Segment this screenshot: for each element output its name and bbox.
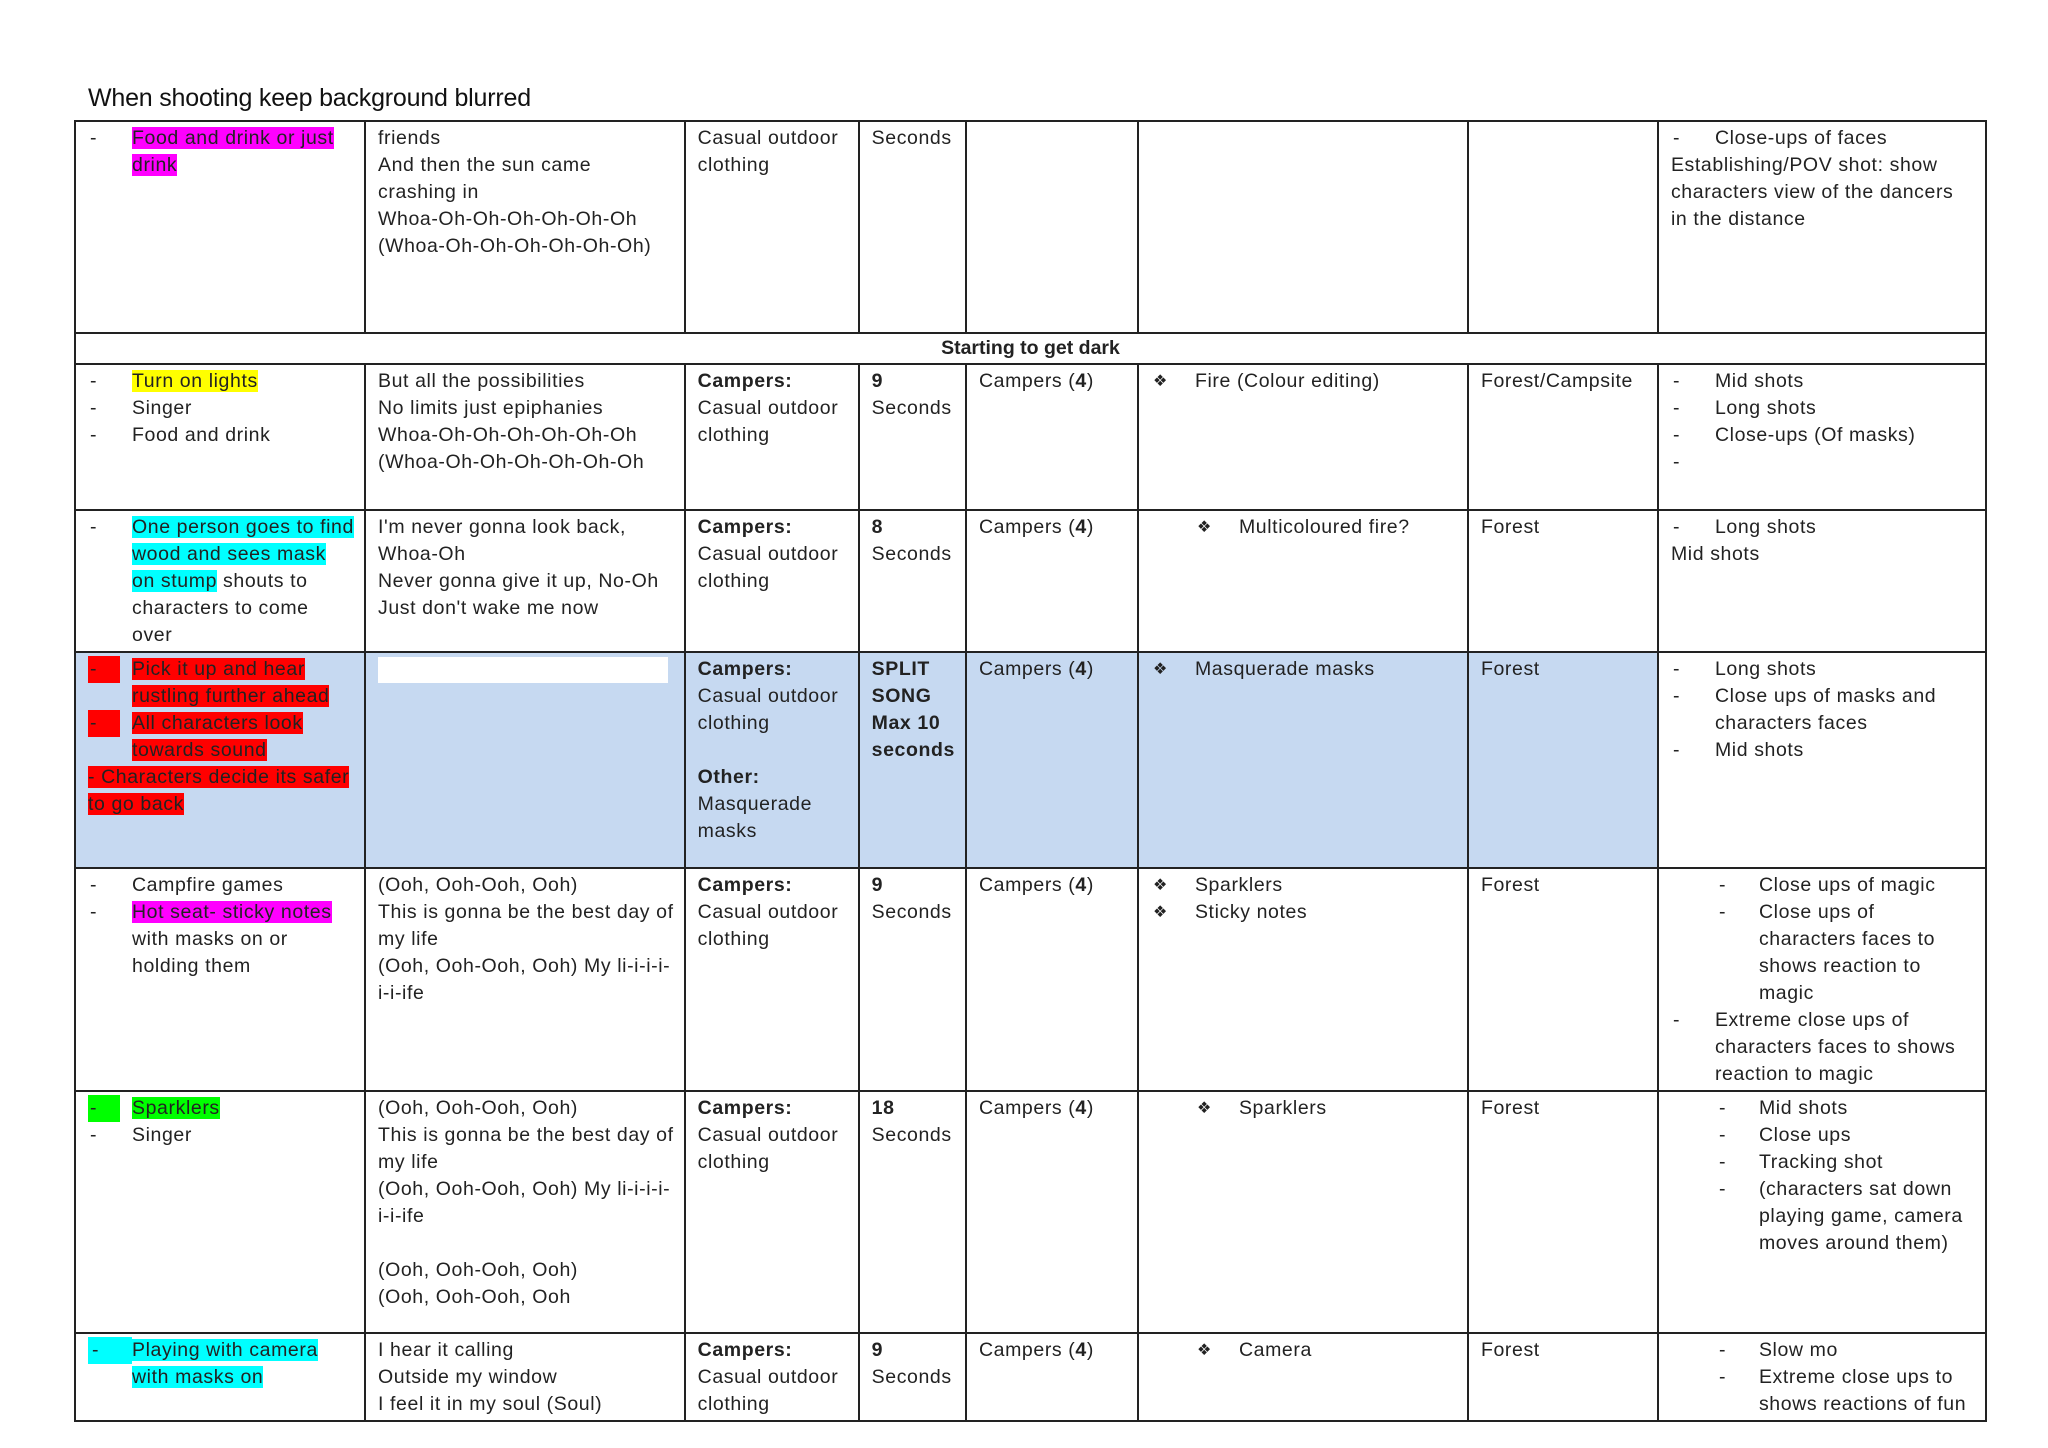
action-cell [75,868,365,1091]
list-item: - Close ups [1671,1122,1975,1149]
shots-cell [1658,1333,1986,1421]
props-cell [1138,364,1468,510]
list-item: - (characters sat down playing game, camera moves around them) [1671,1176,1975,1257]
lyrics-cell: But all the possibilities No limits just epiphanies Whoa-Oh-Oh-Oh-Oh-Oh-Oh (Whoa-Oh-Oh-Oh-Oh-Oh-Oh [365,364,685,510]
list-item: with masks on or holding them [132,928,288,977]
list-item: - Close ups of characters faces to shows reaction to magic [1671,899,1975,1007]
storyboard-table [74,120,1987,1422]
list-item: - Close ups of masks and characters faces [1671,683,1975,737]
cast-cell: Campers (4) [966,510,1138,652]
list-item: ❖ Sparklers [1151,1095,1457,1122]
list-item: - Extreme close ups of characters faces to shows reaction to magic [1671,1007,1975,1088]
shots-cell [1658,121,1986,333]
duration-cell: Seconds [859,121,966,333]
shots-cell [1658,868,1986,1091]
location-cell: Forest [1468,1333,1658,1421]
lyrics-cell: (Ooh, Ooh-Ooh, Ooh) This is gonna be the best day of my life (Ooh, Ooh-Ooh, Ooh) My li-i-i-i- i-i-ife (Ooh, Ooh-Ooh, Ooh) (Ooh, Ooh-Ooh, Ooh [365,1091,685,1333]
section-banner-row [75,333,1986,364]
list-item: Mid shots [1670,543,1760,565]
table-row [75,868,1986,1091]
costume-cell: Campers: Casual outdoor clothing [685,510,859,652]
table-row [75,121,1986,333]
list-item: - Close-ups (Of masks) [1671,422,1975,449]
duration-cell: 9 Seconds [859,364,966,510]
list-item: - One person goes to find wood and sees mask on stump shouts to characters to come over [88,514,354,649]
action-cell [75,121,365,333]
list-item: - Long shots [1671,656,1975,683]
list-item: - Food and drink or just drink [88,125,354,179]
shots-cell [1658,1091,1986,1333]
lyrics-cell [365,652,685,868]
list-item: ❖ Sticky notes [1151,899,1457,926]
duration-cell: 8 Seconds [859,510,966,652]
list-item: - Pick it up and hear rustling further ahead [88,656,354,710]
cast-cell: Campers (4) [966,1091,1138,1333]
action-cell [75,652,365,868]
costume-cell: Campers: Casual outdoor clothing [685,868,859,1091]
list-item: ❖ Camera [1151,1337,1457,1364]
list-item: ❖ Multicoloured fire? [1151,514,1457,541]
costume-cell: Campers: Casual outdoor clothing Other: Masquerade masks [685,652,859,868]
cast-cell: Campers (4) [966,364,1138,510]
location-cell: Forest [1468,510,1658,652]
list-item: - Close ups of magic [1671,872,1975,899]
action-cell [75,364,365,510]
list-item: - Long shots [1671,514,1975,541]
table-row [75,510,1986,652]
list-item: - Characters decide its safer to go back [88,766,350,815]
lyrics-cell: (Ooh, Ooh-Ooh, Ooh) This is gonna be the best day of my life (Ooh, Ooh-Ooh, Ooh) My li-i-i-i- i-i-ife [365,868,685,1091]
list-item: - Singer [88,395,354,422]
props-cell [1138,121,1468,333]
duration-cell: 9 Seconds [859,1333,966,1421]
costume-cell: Campers: Casual outdoor clothing [685,364,859,510]
list-item: Establishing/POV shot: show characters view of the dancers in the distance [1670,154,1954,230]
list-item: - Mid shots [1671,368,1975,395]
location-cell: Forest [1468,868,1658,1091]
list-item: - Sparklers [88,1095,354,1122]
location-cell: Forest [1468,652,1658,868]
action-cell [75,510,365,652]
list-item: ❖ Fire (Colour editing) [1151,368,1457,395]
props-cell [1138,1091,1468,1333]
costume-cell: Casual outdoor clothing [685,121,859,333]
props-cell [1138,510,1468,652]
table-row [75,652,1986,868]
shots-cell [1658,510,1986,652]
location-cell [1468,121,1658,333]
cast-cell: Campers (4) [966,652,1138,868]
list-item: - Slow mo [1671,1337,1975,1364]
blank-lyrics-box [378,657,668,683]
action-cell [75,1091,365,1333]
list-item: - Singer [88,1122,354,1149]
list-item: - Playing with camera with masks on [75,1337,354,1391]
list-item: - Close-ups of faces [1671,125,1975,152]
list-item: ❖ Masquerade masks [1151,656,1457,683]
list-item: - Food and drink [88,422,354,449]
table-row [75,1091,1986,1333]
duration-cell: SPLIT SONG Max 10 seconds [859,652,966,868]
duration-cell: 9 Seconds [859,868,966,1091]
cast-cell [966,121,1138,333]
list-item: - All characters look towards sound [88,710,354,764]
list-item: - Mid shots [1671,737,1975,764]
props-cell [1138,1333,1468,1421]
table-row [75,364,1986,510]
location-cell: Forest [1468,1091,1658,1333]
location-cell: Forest/Campsite [1468,364,1658,510]
list-item: - Campfire games [88,872,354,899]
costume-cell: Campers: Casual outdoor clothing [685,1333,859,1421]
list-item: - Turn on lights [88,368,354,395]
list-item: - Mid shots [1671,1095,1975,1122]
shots-cell [1658,364,1986,510]
list-item: ❖ Sparklers [1151,872,1457,899]
cast-cell: Campers (4) [966,868,1138,1091]
shots-cell [1658,652,1986,868]
list-item: - Hot seat- sticky notes [88,899,354,926]
table-row [75,1333,1986,1421]
duration-cell: 18 Seconds [859,1091,966,1333]
cast-cell: Campers (4) [966,1333,1138,1421]
lyrics-cell: I'm never gonna look back, Whoa-Oh Never gonna give it up, No-Oh Just don't wake me now [365,510,685,652]
list-item: - Long shots [1671,395,1975,422]
page-title: When shooting keep background blurred [88,84,531,112]
props-cell [1138,652,1468,868]
costume-cell: Campers: Casual outdoor clothing [685,1091,859,1333]
lyrics-cell: I hear it calling Outside my window I feel it in my soul (Soul) [365,1333,685,1421]
list-item: - Tracking shot [1671,1149,1975,1176]
lyrics-cell: friends And then the sun came crashing in Whoa-Oh-Oh-Oh-Oh-Oh-Oh (Whoa-Oh-Oh-Oh-Oh-Oh-Oh) [365,121,685,333]
props-cell [1138,868,1468,1091]
action-cell [75,1333,365,1421]
section-banner: Starting to get dark [75,333,1986,364]
list-item: - Extreme close ups to shows reactions of fun [1671,1364,1975,1418]
